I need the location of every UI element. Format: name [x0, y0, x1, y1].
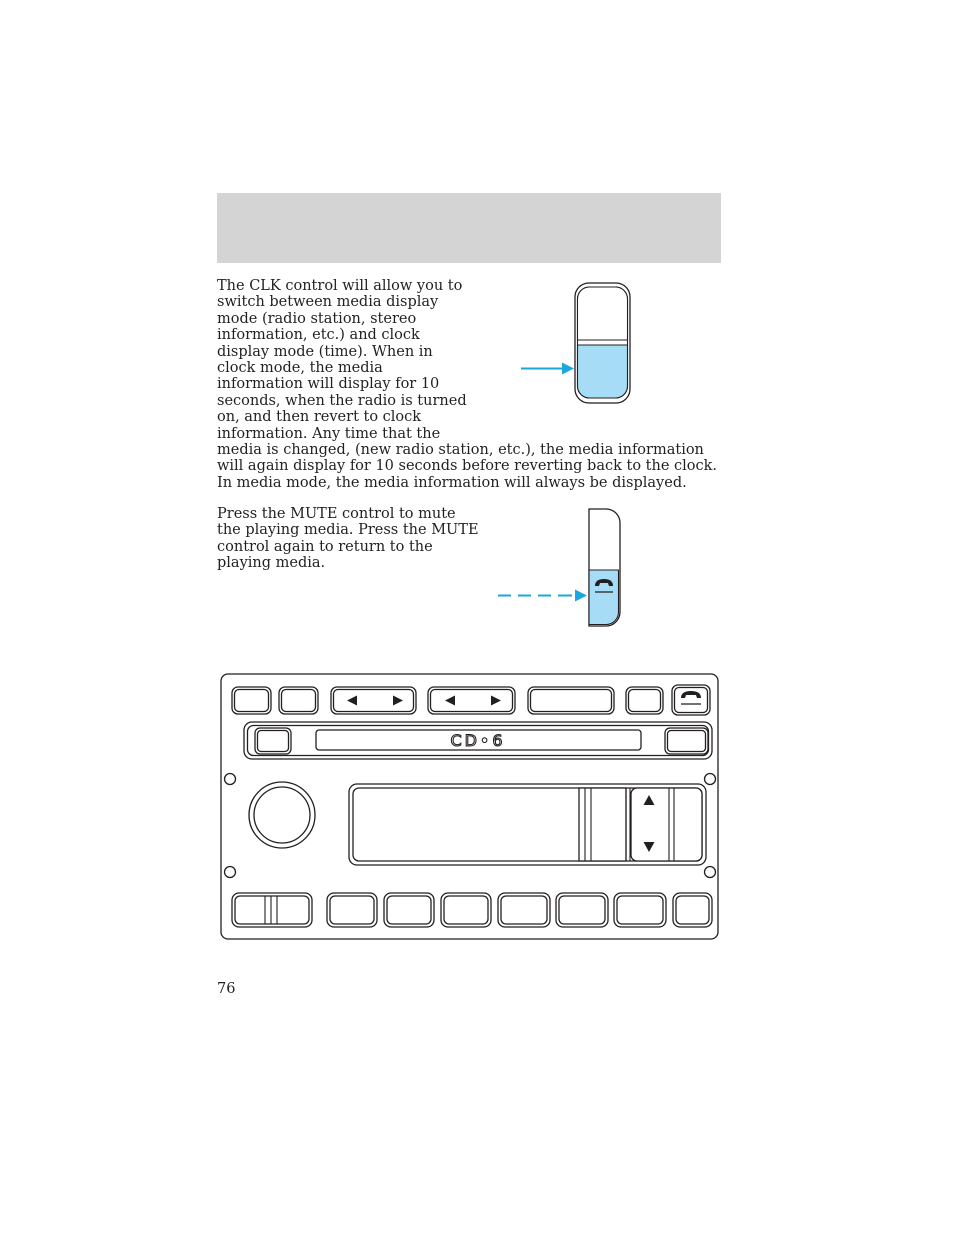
clk-button-figure — [518, 280, 634, 406]
display-divider-block — [579, 788, 626, 861]
screw-bottom-left — [225, 867, 236, 878]
cd-model-label: CD•6 — [450, 731, 506, 750]
screw-bottom-right — [705, 867, 716, 878]
screw-top-left — [225, 774, 236, 785]
clk-description-wide: media is changed, (new radio station, etc.), the media information will again display for 10 seconds before reverting back to the clock. In media mode, the media information will always be displayed. — [217, 442, 718, 491]
mute-button-figure — [494, 506, 626, 630]
radio-faceplate-figure — [219, 672, 722, 942]
clk-button-highlight — [578, 345, 628, 398]
page-number: 76 — [217, 981, 236, 997]
mute-button-highlight — [589, 570, 619, 625]
screw-top-right — [705, 774, 716, 785]
section-header-bar — [217, 193, 721, 263]
volume-knob — [254, 787, 310, 843]
mute-description: Press the MUTE control to mute the playing media. Press the MUTE control again to return to the playing media. — [217, 506, 479, 572]
clk-description-narrow: The CLK control will allow you to switch between media display mode (radio station, stereo information, etc.) and clock display mode (time). When in clock mode, the media information will display for 10 seconds, when the radio is turned on, and then revert to clock information. Any time that the — [217, 278, 467, 442]
mute-arrow-head — [575, 590, 587, 602]
clk-arrow-head — [562, 363, 574, 375]
clk-button-upper — [578, 287, 628, 340]
clk-description — [217, 278, 722, 491]
scroll-button — [631, 788, 702, 861]
